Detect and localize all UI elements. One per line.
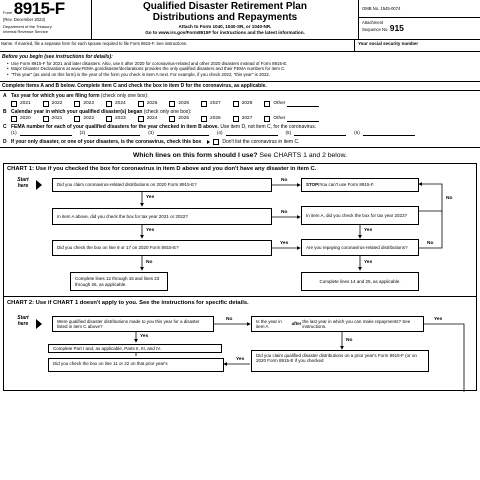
item-b-letter: B — [3, 109, 7, 115]
item-a-text-rest: (check only one box): — [99, 93, 149, 99]
checkbox[interactable] — [138, 116, 144, 122]
form-number: 8915-F — [13, 0, 65, 18]
yes-label: Yes — [236, 357, 245, 362]
year-option[interactable]: 2022 — [43, 101, 63, 107]
yes-label: Yes — [280, 241, 289, 246]
goto-line: Go to www.irs.gov/Form8915F for instructions and the latest information. — [145, 29, 305, 35]
chart-2-q4: Did you check the box on line 11 or 22 on that prior year's — [48, 358, 224, 372]
form-title-block — [92, 0, 358, 40]
checkbox[interactable] — [74, 116, 80, 122]
item-a-years — [11, 101, 331, 107]
chart-2-q1: Were qualified disaster distributions made to you this year for a disaster listed in item C above? — [52, 316, 214, 332]
checkbox[interactable] — [138, 101, 144, 107]
divider — [0, 147, 480, 148]
fema-slot[interactable]: (3) — [148, 130, 209, 136]
section-divider — [0, 81, 480, 82]
yes-label: Yes — [364, 260, 373, 265]
fema-slot[interactable]: (2) — [80, 130, 141, 136]
arrow-icon — [207, 140, 210, 144]
fema-number-row — [11, 130, 423, 136]
chart-1-stop: STOP! You can't use Form 8915-F. — [301, 178, 419, 192]
item-b-years — [11, 116, 331, 122]
fema-slot[interactable]: (1) — [11, 130, 72, 136]
fema-input[interactable] — [294, 131, 346, 136]
chart-2-q2: Is the year in item A after the last year in which you can make repayments? See instructions. — [251, 316, 424, 332]
fema-input[interactable] — [226, 131, 278, 136]
yes-label: Yes — [364, 228, 373, 233]
checkbox[interactable] — [233, 116, 239, 122]
no-label: No — [446, 196, 453, 201]
divider — [0, 90, 480, 91]
checkbox[interactable] — [74, 101, 80, 107]
chart-1-result-1: Complete lines 12 through 15 and lines 23 through 26, as applicable. — [70, 272, 168, 291]
coronavirus-checkbox[interactable] — [213, 139, 219, 145]
bullet-2: • Major Disaster Declarations at www.FEMA.gov/disaster/declarations provides the only qualified disasters and their FEMA numbers for item C. — [7, 66, 478, 71]
checkbox[interactable] — [201, 101, 207, 107]
checkbox[interactable] — [43, 101, 49, 107]
bullet-1: • Use Form 8915-F for 2021 and later disasters. Also, use it after 2020 for coronavirus-related and other 2020 disasters instead of Form 8915-E. — [7, 61, 478, 66]
fema-slot[interactable]: (5) — [286, 130, 347, 136]
item-c-letter: C — [3, 124, 7, 130]
item-b-text-rest: (check only one box): — [142, 109, 192, 115]
before-you-begin-title: Before you begin (see instructions for details): — [2, 54, 113, 60]
other-option[interactable]: Other — [264, 116, 319, 122]
name-row — [0, 40, 480, 52]
year-option[interactable]: 2021 — [43, 116, 63, 122]
no-label: No — [226, 317, 233, 322]
year-option[interactable]: 2024 — [106, 101, 126, 107]
revision-date: (Rev. December 2023) — [3, 17, 46, 22]
complete-instruction: Complete items A and B below. Complete item C and check the box in item D for the coronavirus, as applicable. — [2, 83, 267, 89]
chart-2-q3: Complete Part I and, as applicable, Parts II, III, and IV. — [48, 344, 222, 353]
year-option[interactable]: 2023 — [106, 116, 126, 122]
chart-1 — [3, 163, 477, 391]
fema-input[interactable] — [157, 131, 209, 136]
chart-2-start-label: Start here — [17, 315, 29, 327]
checkbox[interactable] — [106, 116, 112, 122]
checkbox[interactable] — [43, 116, 49, 122]
checkbox[interactable] — [11, 101, 17, 107]
form-title-line-1: Qualified Disaster Retirement Plan — [143, 1, 307, 12]
year-option[interactable]: 2025 — [169, 116, 189, 122]
checkbox[interactable] — [106, 101, 112, 107]
chart-1-start-label: Start here — [17, 177, 29, 189]
sequence-block — [359, 18, 480, 40]
chart-1-q3: In item A, did you check the box for tax year 2023? — [301, 206, 419, 225]
no-label: No — [427, 241, 434, 246]
sequence-number: 915 — [389, 22, 404, 33]
chart-2-title: CHART 2: Use if CHART 1 doesn't apply to you. See the instructions for specific details. — [7, 300, 249, 306]
omb-block — [358, 0, 480, 40]
item-a-text-bold: Tax year for which you are filing form — [11, 93, 100, 99]
item-c-text-rest: Use item D, not item C, for the coronavirus. — [218, 124, 317, 130]
year-option[interactable]: 2026 — [201, 116, 221, 122]
ssn-field[interactable]: Your social security number — [354, 40, 480, 52]
yes-label: Yes — [434, 317, 443, 322]
dept-line-1: Department of the Treasury — [3, 24, 52, 30]
form-word: Form — [3, 10, 13, 15]
other-input[interactable] — [287, 102, 319, 107]
item-d-text-bold: If your only disaster, or one of your disasters, is the coronavirus, check this box — [11, 139, 202, 145]
before-you-begin — [2, 54, 478, 77]
attachment-label: Attachment — [362, 20, 384, 25]
fema-slot[interactable]: (6) — [354, 130, 415, 136]
year-option[interactable]: 2026 — [169, 101, 189, 107]
bullet-3: • "This year" (as used on this form) is the year of the form you check in item A next. For example, if you check 2022, "this year" is 2022. — [7, 72, 478, 77]
chart-2-q5: Did you claim qualified disaster distributions on a prior year's Form 8915-F (or on 2020 Form 8915-E if you checked — [251, 350, 429, 372]
other-input[interactable] — [287, 117, 319, 122]
year-option[interactable]: 2027 — [201, 101, 221, 107]
year-option[interactable]: 2027 — [233, 116, 253, 122]
item-d-letter: D — [3, 139, 7, 145]
item-d-checkbox-label: Don't list the coronavirus in item C. — [222, 139, 300, 145]
year-option[interactable]: 2021 — [11, 101, 31, 107]
omb-number: OMB No. 1545-0074 — [359, 0, 480, 18]
attach-line: Attach to Form 1040, 1040-SR, or 1040-NR. — [178, 24, 272, 29]
fema-input[interactable] — [363, 131, 415, 136]
sequence-label: Sequence No. — [362, 26, 389, 32]
year-option[interactable]: 2024 — [138, 116, 158, 122]
checkbox[interactable] — [233, 101, 239, 107]
item-a-letter: A — [3, 93, 7, 99]
yes-label: Yes — [140, 334, 149, 339]
checkbox[interactable] — [169, 101, 175, 107]
item-d — [3, 139, 299, 145]
no-label: No — [281, 178, 288, 183]
yes-label: Yes — [146, 228, 155, 233]
checkbox[interactable] — [201, 116, 207, 122]
start-arrow-icon — [36, 319, 42, 329]
item-b-text-bold: Calendar year in which your qualified disaster(s) began — [11, 109, 143, 115]
year-option[interactable]: 2025 — [138, 101, 158, 107]
chart-1-q4: Did you check the box on line 9 or 17 on 2020 Form 8915-E? — [52, 240, 272, 256]
item-c-text-bold: FEMA number for each of your qualified disasters for the year checked in item B above. — [11, 124, 219, 130]
year-option[interactable]: 2023 — [74, 101, 94, 107]
which-lines-heading: Which lines on this form should I use? See CHARTS 1 and 2 below. — [132, 152, 348, 159]
form-header — [0, 0, 480, 40]
form-id-block — [0, 0, 92, 40]
other-option[interactable]: Other — [264, 101, 319, 107]
yes-label: Yes — [146, 195, 155, 200]
checkbox[interactable] — [264, 101, 270, 107]
checkbox[interactable] — [169, 116, 175, 122]
name-field[interactable]: Name. If married, file a separate form for each spouse required to file Form 8915-F. See instructions. — [1, 41, 188, 46]
no-label: No — [346, 338, 353, 343]
chart-1-q5: Are you repaying coronavirus-related distributions? — [301, 239, 419, 256]
year-option[interactable]: 2020 — [11, 116, 31, 122]
fema-slot[interactable]: (4) — [217, 130, 278, 136]
no-label: No — [281, 210, 288, 215]
no-label: No — [146, 260, 153, 265]
item-b — [3, 109, 191, 115]
dept-line-2: Internal Revenue Service — [3, 28, 48, 34]
year-option[interactable]: 2022 — [74, 116, 94, 122]
chart-1-result-2: Complete lines 14 and 25, as applicable. — [301, 272, 419, 291]
form-title-line-2: Distributions and Repayments — [152, 11, 298, 23]
item-a — [3, 93, 148, 99]
chart-1-q1: Did you claim coronavirus-related distributions on 2020 Form 8915-E? — [52, 178, 272, 192]
fema-input[interactable] — [88, 131, 140, 136]
fema-input[interactable] — [20, 131, 72, 136]
chart-1-title: CHART 1: Use if you checked the box for coronavirus in item D above and you don't have any disaster in item C. — [7, 166, 317, 172]
year-option[interactable]: 2028 — [233, 101, 253, 107]
chart-1-q2: In item A above, did you check the box for tax year 2021 or 2022? — [52, 208, 272, 225]
checkbox[interactable] — [11, 116, 17, 122]
checkbox[interactable] — [264, 116, 270, 122]
